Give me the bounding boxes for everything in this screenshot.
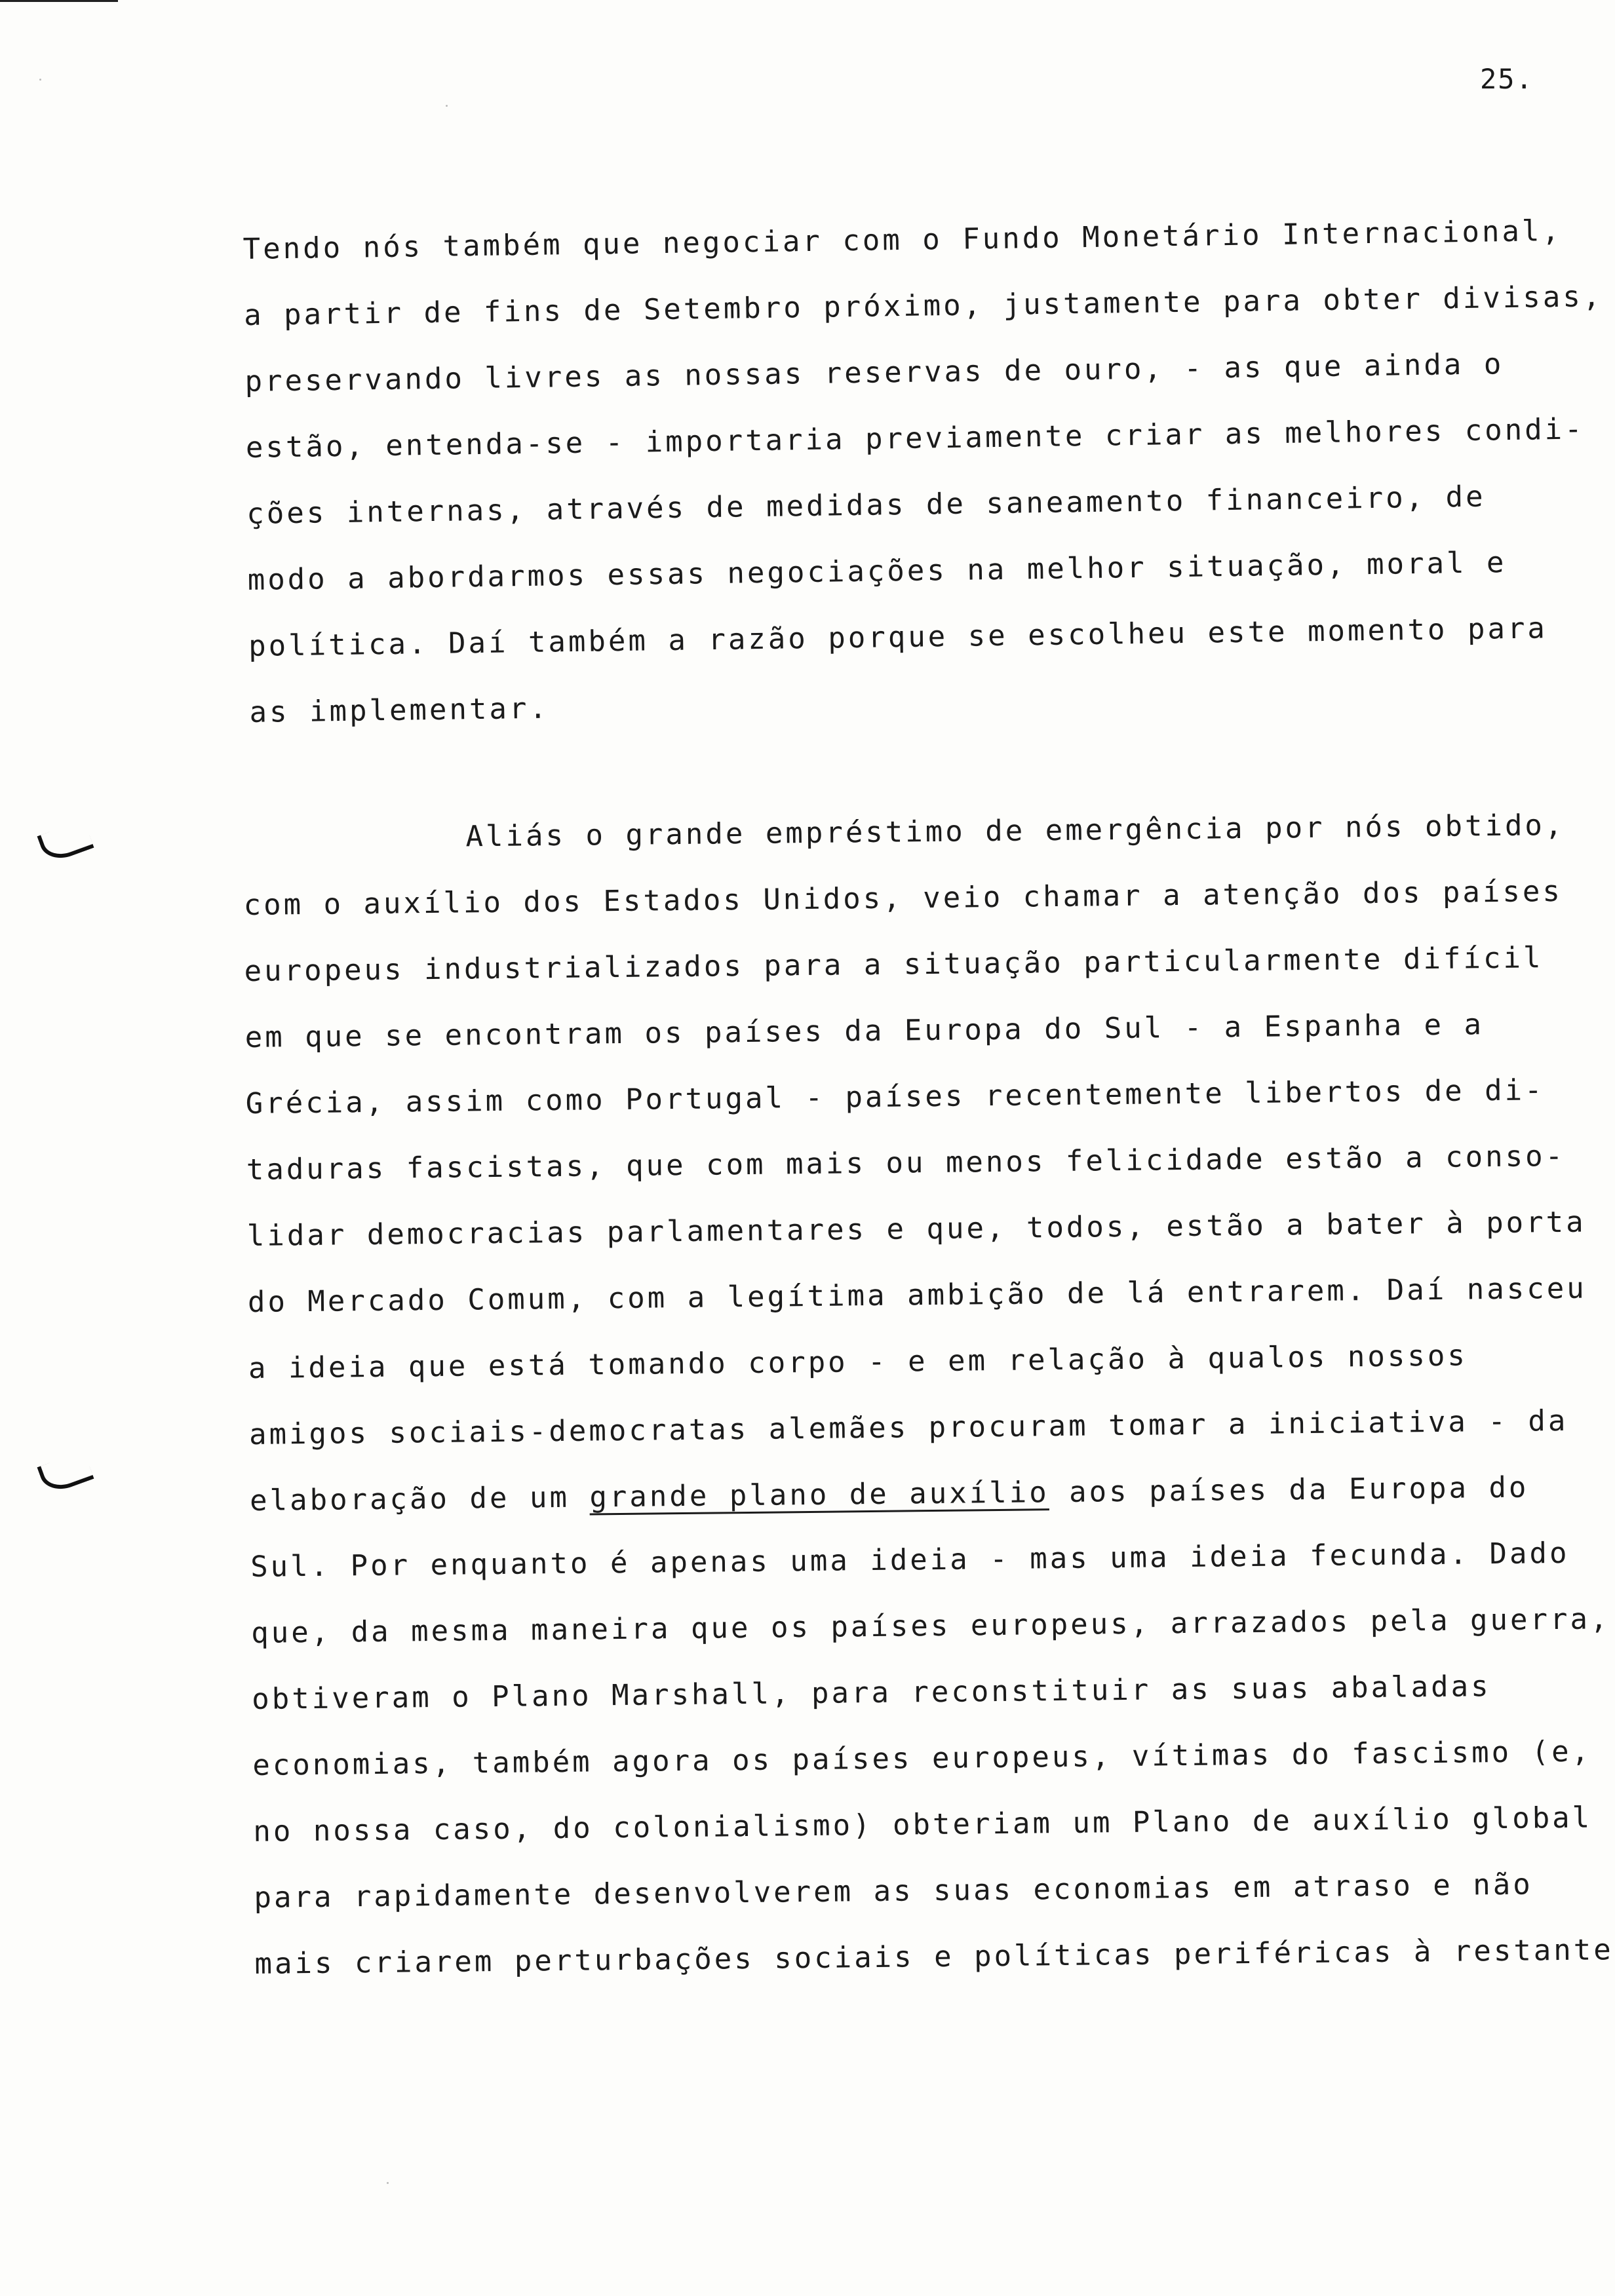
text-line: economias, também agora os países europeus, vítimas do fascismo (e, [252, 1734, 1592, 1782]
underlined-phrase: grande plano de auxílio [589, 1476, 1049, 1514]
text-line: estão, entenda-se - importaria previamente criar as melhores condi- [245, 412, 1585, 465]
text-segment: aos países da Europa do [1049, 1470, 1529, 1510]
text-line: a partir de fins de Setembro próximo, justamente para obter divisas, [243, 280, 1603, 332]
text-line: lidar democracias parlamentares e que, todos, estão a bater à porta [246, 1205, 1586, 1253]
text-line: amigos sociais-democratas alemães procuram tomar a iniciativa - da [248, 1404, 1568, 1451]
paper-speck [39, 79, 41, 81]
text-line: modo a abordarmos essas negociações na melhor situação, moral e [247, 546, 1507, 597]
top-edge-rule [0, 0, 118, 2]
text-line: europeus industrializados para a situação particularmente difícil [244, 941, 1544, 988]
paper-speck [387, 2182, 389, 2184]
text-line: política. Daí também a razão porque se escolheu este momento para [248, 611, 1548, 663]
paragraph-2 [243, 792, 1615, 1997]
paper-speck [446, 105, 448, 107]
paragraph-1 [243, 197, 1613, 746]
margin-pencil-mark-icon [37, 1450, 94, 1495]
text-line: do Mercado Comum, com a legítima ambição de lá entrarem. Daí nasceu [247, 1271, 1587, 1319]
text-line: as implementar. [249, 691, 550, 729]
text-line: que, da mesma maneira que os países europeus, arrazados pela guerra, [250, 1602, 1610, 1650]
text-line: Grécia, assim como Portugal - países recentemente libertos de di- [245, 1073, 1545, 1120]
text-line: para rapidamente desenvolverem as suas economias em atraso e não [254, 1867, 1533, 1915]
text-line: taduras fascistas, que com mais ou menos felicidade estão a conso- [246, 1139, 1566, 1187]
text-line: em que se encontram os países da Europa do Sul - a Espanha e a [244, 1008, 1485, 1054]
page-number: 25. [1480, 63, 1534, 95]
text-line: com o auxílio dos Estados Unidos, veio chamar a atenção dos países [243, 874, 1563, 922]
text-line: Sul. Por enquanto é apenas uma ideia - mas uma ideia fecunda. Dado [250, 1536, 1570, 1584]
text-segment: elaboração de um [249, 1480, 590, 1518]
text-line: preservando livres as nossas reservas de ouro, - as que ainda o [244, 347, 1504, 398]
text-line: ções internas, através de medidas de saneamento financeiro, de [246, 480, 1486, 531]
margin-pencil-mark-icon [37, 819, 94, 864]
text-line: no nossa caso, do colonialismo) obteriam um Plano de auxílio global [253, 1801, 1593, 1848]
text-line: Aliás o grande empréstimo de emergência por nós obtido, [465, 808, 1565, 854]
text-line: obtiveram o Plano Marshall, para reconstituir as suas abaladas [252, 1670, 1491, 1716]
text-line: Tendo nós também que negociar com o Fundo Monetário Internacional, [243, 214, 1563, 266]
text-line: a ideia que está tomando corpo - e em relação à qualos nossos [248, 1339, 1468, 1385]
text-line: mais criarem perturbações sociais e políticas periféricas à restante [254, 1933, 1614, 1981]
